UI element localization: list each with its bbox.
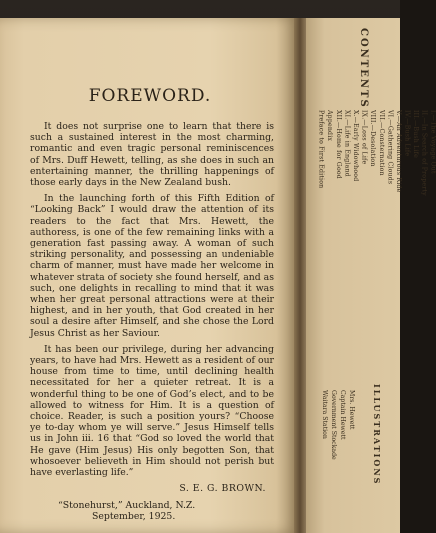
contents-item: X.—Early Widowhood — [351, 110, 359, 182]
contents-item: IV.—Bush Life — [403, 110, 411, 157]
foreword-paragraph-3: It has been our privilege, during her advancing years, to have had Mrs. Hewett as a resident of our house from time to time, until declining health necessitated for her a quieter retreat. It is a wonderful thing to be one of God’s elect, and to be allowed to witness for Him. It is a question of choice. Reader, is such a position yours? “Choose ye to-day whom ye will serve.” Jesus Himself tells us in John iii. 16 that “God so loved the world that He gave (Him Jesus) His only begotten Son, that whosoever believeth in Him should not perish but have everlasting life.” — [30, 343, 274, 479]
foreword-paragraph-1: It does not surprise one to learn that there is such a sustained interest in the most charming, romantic and even tragic personal reminiscences of Mrs. Duff Hewett, telling, as she does in such an entertaining manner, the thrilling happenings of those early days in the New Zealand bush. — [30, 121, 274, 189]
contents-item: VIII.—Desolation — [369, 110, 377, 167]
foreword-title: FOREWORD. — [88, 86, 212, 106]
contents-item: IX.—Loss of Life — [360, 110, 368, 165]
contents-item: III.—Bush Life — [412, 110, 420, 158]
right-page-content — [306, 18, 436, 533]
foreword-body — [30, 121, 274, 522]
contents-item: XI.—Life in England — [343, 110, 351, 177]
illustration-item: Mrs. Hewett — [348, 390, 355, 430]
illustration-item: Captain Hewett — [339, 390, 346, 440]
book-gutter — [294, 18, 306, 533]
contents-list — [316, 110, 436, 360]
contents-item: VII.—Consternation — [377, 110, 385, 176]
foreword-paragraph-2: In the launching forth of this Fifth Edition of “Looking Back” I would draw the attention of its readers to the fact that Mrs. Hewett, the authoress, is one of the few remaining links with a generation fast passing away. A woman of such striking personality, and possessing an undeniable charm of manner, must have made her welcome in whatever strata of society she found herself, and as such, one delights in recalling to mind that it was when her great personal attractions were at their highest, and in her youth, that God created in her soul a desire after Himself, and she chose the Lord Jesus Christ as her Saviour. — [30, 193, 274, 339]
left-page — [0, 18, 300, 533]
contents-title: CONTENTS — [358, 28, 369, 109]
contents-item: XII.—Home for Good — [334, 110, 342, 179]
illustration-item: Waitara Station — [321, 390, 328, 439]
open-book — [0, 18, 436, 533]
address: “Stonehurst,” Auckland, N.Z. — [58, 499, 196, 511]
contents-item: Appendix — [326, 110, 334, 142]
contents-item: VI.—Gathering Clouds — [386, 110, 394, 185]
address-block — [58, 500, 274, 522]
contents-item: Preface to First Edition — [317, 110, 325, 189]
illustrations-list — [320, 390, 356, 520]
signature: S. E. G. BROWN. — [179, 483, 266, 495]
right-page — [306, 18, 436, 533]
contents-item: I.—The Voyage Out — [429, 110, 436, 174]
contents-item: II.—In Search of Property — [420, 110, 428, 196]
date: September, 1925. — [92, 510, 176, 522]
illustrations-title: ILLUSTRATIONS — [372, 384, 382, 486]
contents-item: V.—An Adventurous Ride — [394, 110, 402, 193]
illustration-item: Government Stockade — [330, 390, 337, 460]
